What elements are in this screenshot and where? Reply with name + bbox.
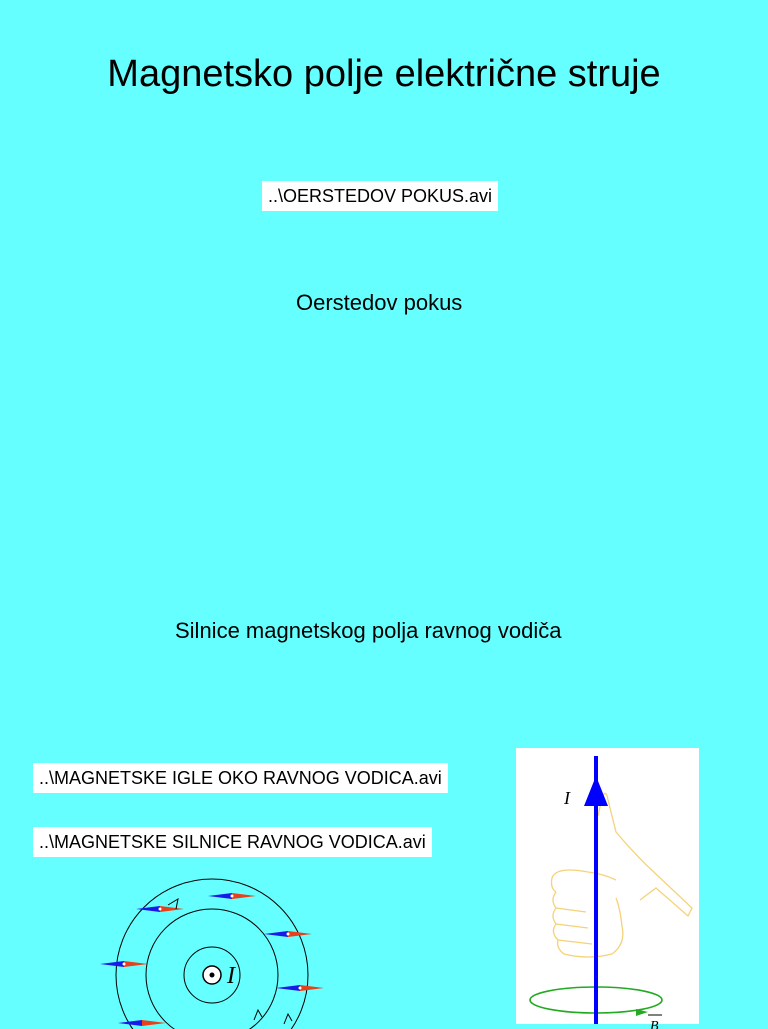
compass-needle [100, 961, 148, 967]
link-oerstedov-pokus-video[interactable]: ..\OERSTEDOV POKUS.avi [262, 181, 498, 211]
caption-silnice: Silnice magnetskog polja ravnog vodiča [175, 618, 562, 643]
right-hand-rule-panel [516, 748, 699, 1029]
compass-needles-diagram [90, 880, 340, 1024]
right-hand-rule-diagram [516, 748, 699, 1029]
caption-oerstedov-pokus: Oerstedov pokus [296, 290, 463, 315]
field-direction-arrow-icon [284, 1014, 292, 1024]
current-direction-arrow-icon [584, 776, 608, 806]
field-direction-arrow-icon [254, 1010, 262, 1020]
current-label: I [227, 963, 235, 989]
link-magnetske-silnice-video[interactable]: ..\MAGNETSKE SILNICE RAVNOG VODICA.avi [33, 827, 432, 857]
link-magnetske-igle-video[interactable]: ..\MAGNETSKE IGLE OKO RAVNOG VODICA.avi [33, 763, 448, 793]
compass-needle [276, 985, 324, 991]
wire-out-of-page-icon [203, 966, 221, 984]
compass-needle [118, 1020, 166, 1026]
compass-needle [208, 893, 256, 899]
slide-title: Magnetsko polje električne struje [107, 53, 661, 95]
hand-icon [552, 793, 693, 957]
field-label: B [650, 1019, 659, 1029]
compass-needle [264, 931, 312, 937]
current-label: I [564, 788, 570, 808]
field-line-outer [116, 879, 308, 1029]
